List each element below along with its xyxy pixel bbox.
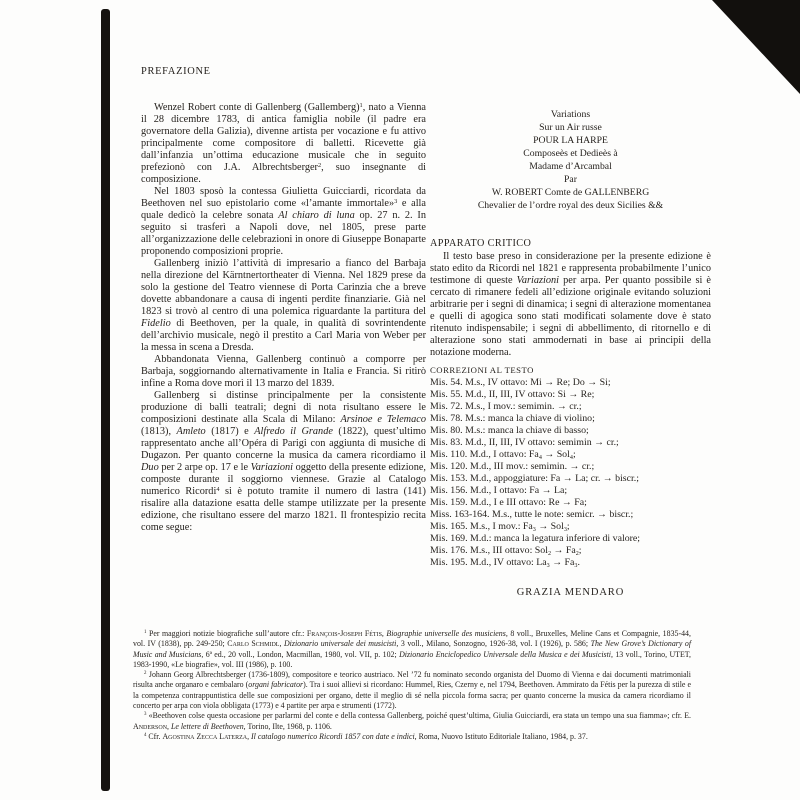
correzioni-list bbox=[430, 377, 711, 569]
correzione-item: Mis. 156. M.d., I ottavo: Fa → La; bbox=[430, 485, 568, 496]
title-line: Composeès et Dedieès à bbox=[523, 148, 618, 159]
correzione-item: Mis. 72. M.s., I mov.: semimin. → cr.; bbox=[430, 401, 582, 412]
footnote-4: $^4$ Cfr. Agostina Zecca Laterza, Il catalogo numerico Ricordi 1857 con date e indici, Roma, Nuovo Istituto Editoriale Italiano, 1984, p. 37. bbox=[144, 731, 588, 741]
correzione-item: Miss. 163-164. M.s., tutte le note: semicr. → biscr.; bbox=[430, 509, 634, 520]
scan-edge-artifact-left bbox=[101, 9, 110, 791]
section-heading-apparato-critico: APPARATO CRITICO bbox=[430, 238, 532, 249]
edition-title-block bbox=[430, 108, 711, 212]
footnote-3: $^3$ «Beethoven colse questa occasione per parlarmi del conte e della contessa Gallenberg, poiché quest’ultima, Giulia Guicciardi, era stata un tempo una sua fiamma»; cfr. E. Anderson, Le lettere di Beethoven, Torino, Ilte, 1968, p. 1106. bbox=[133, 711, 691, 731]
footnote-2: $^2$ Johann Georg Albrechtsberger (1736-1809), compositore e teorico austriaco. Nel ’72 fu nominato secondo organista del Duomo di Vienna e dai documenti matrimoniali risulta anche organaro e cembalaro (organi fabricator). Tra i suoi allievi si ricordano: Hummel, Ries, Czerny e, nel 1794, Beethoven. Ammirato da Fétis per la purezza di stile e la competenza contrappuntistica delle sue composizioni per organo, dette il meglio di sé nella piccola forma sacra; per quanto concerne la musica da camera ricordiamo il concerto per arpa con viola obbligata (1773) e 4 partite per arpa e strumenti (1772). bbox=[133, 670, 691, 711]
apparato-critico-text: Il testo base preso in considerazione per la presente edizione è stato edito da Ricordi nel 1821 e rappresenta probabilmente l’unico testimone di queste Variazioni per arpa. Per quanto possibile si è cercato di rimanere fedeli all’edizione originale evitando soluzioni arbitrarie per i segni di dinamica; i segni di alterazione momentanea e quelli di agogica sono stati modificati solamente dove è stato ritenuto indispensabile; i segni di abbellimento, di ritornello e di alterazione sono stati ammodernati in base ai principii della notazione moderna. bbox=[430, 251, 711, 358]
correzione-item: Mis. 80. M.s.: manca la chiave di basso; bbox=[430, 425, 589, 436]
author-signature: GRAZIA MENDARO bbox=[516, 587, 625, 598]
correzione-item: Mis. 176. M.s., III ottavo: $Sol_2 \to Fa_2$; bbox=[430, 545, 582, 557]
correzione-item: Mis. 78. M.s.: manca la chiave di violino; bbox=[430, 413, 595, 424]
correzione-item: Mis. 120. M.d., III mov.: semimin. → cr.; bbox=[430, 461, 595, 472]
correzione-item: Mis. 55. M.d., II, III, IV ottavo: Si → Re; bbox=[430, 389, 595, 400]
footnote-1: $^1$ Per maggiori notizie biografiche sull’autore cfr.: François-Joseph Fétis, Biographie universelle des musiciens, 8 voll., Bruxelles, Meline Cans et Compagnie, 1835-44, vol. IV (1838), pp. 249-250; Carlo Schmidl, Dizionario universale dei musicisti, 3 voll., Milano, Sonzogno, 1926-38, vol. I (1926), p. 586; The New Grove’s Dictionary of Music and Musicians, 6ª ed., 20 voll., London, Macmillan, 1980, vol. VII, p. 102; Dizionario Enciclopedico Universale della Musica e dei Musicisti, 13 voll., Torino, UTET, 1983-1990, «Le biografie», vol. III (1986), p. 100. bbox=[133, 629, 692, 669]
biography-paragraph-1: Wenzel Robert conte di Gallenberg (Gallemberg)$^1$, nato a Vienna il 28 dicembre 1783, di antica famiglia nobile (il padre era governatore della Galizia), divenne artista per vocazione e fu attivo principalmente come compositore di balletti. Ricevette già dall’infanzia un’ottima educazione musicale che in seguito prefezionò con J.A. Albrechtsberger$^2$, suo insegnante di composizione. bbox=[141, 102, 426, 185]
title-line: POUR LA HARPE bbox=[533, 135, 608, 146]
correzione-item: Mis. 195. M.d., IV ottavo: $La_3 \to Fa_3$. bbox=[430, 557, 580, 569]
scan-corner-artifact-top-right bbox=[712, 0, 800, 94]
biography-paragraph-2: Nel 1803 sposò la contessa Giulietta Guicciardi, ricordata da Beethoven nel suo epistolario come «l’amante immortale»$^3$ e alla quale dedicò la celebre sonata Al chiaro di luna op. 27 n. 2. In seguito si trasferì a Napoli dove, nel 1805, prese parte all’organizzazione delle celebrazioni in onore di Giuseppe Bonaparte proponendo composizioni proprie. bbox=[141, 186, 426, 257]
correzione-item: Mis. 153. M.d., appoggiature: Fa → La; cr. → biscr.; bbox=[430, 473, 639, 484]
footnotes-block bbox=[133, 629, 691, 742]
left-column bbox=[141, 102, 426, 534]
title-line: Variations bbox=[550, 109, 591, 120]
right-column bbox=[430, 108, 711, 598]
page-title: PREFAZIONE bbox=[141, 66, 211, 77]
biography-paragraph-5: Gallenberg si distinse principalmente per la consistente produzione di balli teatrali; degni di nota risultano essere le composizioni destinate alla Scala di Milano: Arsinoe e Telemaco (1813), Amleto (1817) e Alfredo il Grande (1822), quest’ultimo rappresentato anche all’Opéra di Parigi con aggiunta di musiche di Dugazon. Per quanto concerne la musica da camera ricordiamo il Duo per 2 arpe op. 17 e le Variazioni oggetto della presente edizione, composte durante il soggiorno viennese. Grazie al Catalogo numerico Ricordi$^4$ si è potuto tramite il numero di lastra (141) risalire alla datazione esatta delle stampe utilizzate per la presente edizione, che risultano essere del marzo 1821. Il frontespizio recita come segue: bbox=[141, 390, 426, 533]
correzione-item: Mis. 83. M.d., II, III, IV ottavo: semimin → cr.; bbox=[430, 437, 619, 448]
correzione-item: Mis. 110. M.d., I ottavo: $Fa_4 \to Sol_4$; bbox=[430, 449, 576, 461]
title-line: Sur un Air russe bbox=[539, 122, 602, 133]
correzione-item: Mis. 169. M.d.: manca la legatura inferiore di valore; bbox=[430, 533, 641, 544]
title-line: Madame d’Arcambal bbox=[529, 161, 612, 172]
correzione-item: Mis. 165. M.s., I mov.: $Fa_3 \to Sol_3$; bbox=[430, 521, 570, 533]
correzione-item: Mis. 54. M.s., IV ottavo: Mi → Re; Do → Si; bbox=[430, 377, 611, 388]
biography-paragraph-4: Abbandonata Vienna, Gallenberg continuò a comporre per Barbaja, soggiornando alternativamente in Italia e Francia. Si ritirò infine a Roma dove morì il 13 marzo del 1839. bbox=[141, 354, 426, 389]
correzione-item: Mis. 159. M.d., I e III ottavo: Re → Fa; bbox=[430, 497, 587, 508]
biography-paragraph-3: Gallenberg iniziò l’attività di impresario a fianco del Barbaja nella direzione del Kärntnertortheater di Vienna. Nel 1829 prese da solo la gestione del Teatro viennese di Porta Carinzia che a breve dovette abbandonare a causa di ingenti perdite finanziarie. Già nel 1823 si trovò al centro di una polemica riguardante la partitura del Fidelio di Beethoven, per la quale, in qualità di sovrintendente dell’archivio musicale, negò il prestito a Carl Maria von Weber per la messa in scena a Dresda. bbox=[141, 258, 426, 353]
title-line: W. ROBERT Comte de GALLENBERG bbox=[491, 187, 650, 198]
section-heading-correzioni-al-testo: CORREZIONI AL TESTO bbox=[430, 365, 534, 375]
title-line: Par bbox=[564, 174, 577, 185]
title-line: Chevalier de l’ordre royal des deux Sicilies && bbox=[477, 200, 664, 211]
